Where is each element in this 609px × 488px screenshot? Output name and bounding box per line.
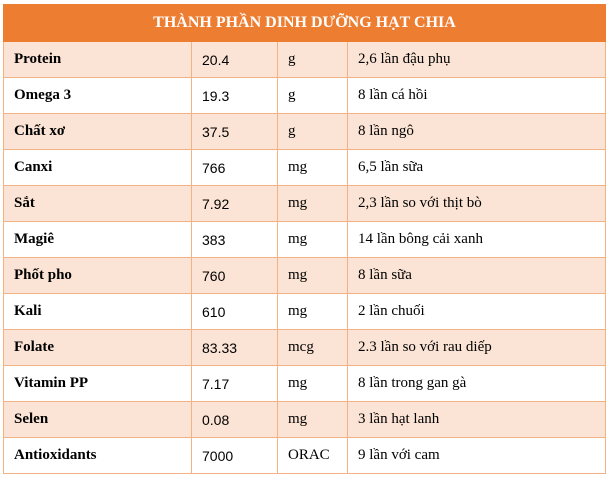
nutrient-unit: mg <box>278 402 348 438</box>
nutrient-name: Kali <box>4 294 192 330</box>
table-row <box>4 258 606 294</box>
nutrient-name: Sắt <box>4 186 192 222</box>
nutrient-value: 0.08 <box>192 402 278 438</box>
nutrient-comparison: 6,5 lần sữa <box>348 150 606 186</box>
table-row <box>4 366 606 402</box>
nutrient-value: 760 <box>192 258 278 294</box>
nutrient-comparison: 8 lần cá hồi <box>348 78 606 114</box>
nutrient-comparison: 2.3 lần so với rau diếp <box>348 330 606 366</box>
nutrient-name: Magiê <box>4 222 192 258</box>
nutrient-comparison: 2 lần chuối <box>348 294 606 330</box>
nutrient-comparison: 3 lần hạt lanh <box>348 402 606 438</box>
nutrient-value: 7.92 <box>192 186 278 222</box>
nutrient-unit: mg <box>278 222 348 258</box>
nutrient-unit: ORAC <box>278 438 348 474</box>
table-row <box>4 330 606 366</box>
nutrient-comparison: 9 lần với cam <box>348 438 606 474</box>
nutrient-name: Chất xơ <box>4 114 192 150</box>
nutrient-unit: g <box>278 114 348 150</box>
nutrient-comparison: 14 lần bông cải xanh <box>348 222 606 258</box>
nutrient-name: Protein <box>4 42 192 78</box>
table-row <box>4 42 606 78</box>
nutrition-table <box>3 4 606 474</box>
nutrient-name: Antioxidants <box>4 438 192 474</box>
nutrient-comparison: 8 lần sữa <box>348 258 606 294</box>
nutrient-name: Canxi <box>4 150 192 186</box>
table-row <box>4 438 606 474</box>
table-row <box>4 294 606 330</box>
table-row <box>4 78 606 114</box>
nutrient-unit: mcg <box>278 330 348 366</box>
nutrient-value: 7000 <box>192 438 278 474</box>
nutrient-unit: mg <box>278 366 348 402</box>
nutrient-name: Selen <box>4 402 192 438</box>
nutrient-name: Omega 3 <box>4 78 192 114</box>
nutrient-value: 19.3 <box>192 78 278 114</box>
nutrient-value: 610 <box>192 294 278 330</box>
nutrient-comparison: 2,3 lần so với thịt bò <box>348 186 606 222</box>
nutrient-comparison: 8 lần trong gan gà <box>348 366 606 402</box>
nutrient-value: 383 <box>192 222 278 258</box>
table-row <box>4 186 606 222</box>
table-row <box>4 222 606 258</box>
nutrient-unit: g <box>278 78 348 114</box>
nutrient-unit: mg <box>278 150 348 186</box>
nutrient-unit: mg <box>278 258 348 294</box>
nutrient-unit: mg <box>278 294 348 330</box>
nutrient-value: 20.4 <box>192 42 278 78</box>
nutrient-name: Folate <box>4 330 192 366</box>
nutrient-unit: g <box>278 42 348 78</box>
nutrient-value: 37.5 <box>192 114 278 150</box>
table-title: THÀNH PHẦN DINH DƯỠNG HẠT CHIA <box>4 5 606 42</box>
table-row <box>4 150 606 186</box>
nutrient-value: 7.17 <box>192 366 278 402</box>
table-row <box>4 114 606 150</box>
nutrient-value: 766 <box>192 150 278 186</box>
nutrient-value: 83.33 <box>192 330 278 366</box>
nutrient-name: Vitamin PP <box>4 366 192 402</box>
nutrient-comparison: 2,6 lần đậu phụ <box>348 42 606 78</box>
table-row <box>4 402 606 438</box>
nutrient-name: Phốt pho <box>4 258 192 294</box>
nutrient-comparison: 8 lần ngô <box>348 114 606 150</box>
table-title-row <box>4 5 606 42</box>
nutrient-unit: mg <box>278 186 348 222</box>
